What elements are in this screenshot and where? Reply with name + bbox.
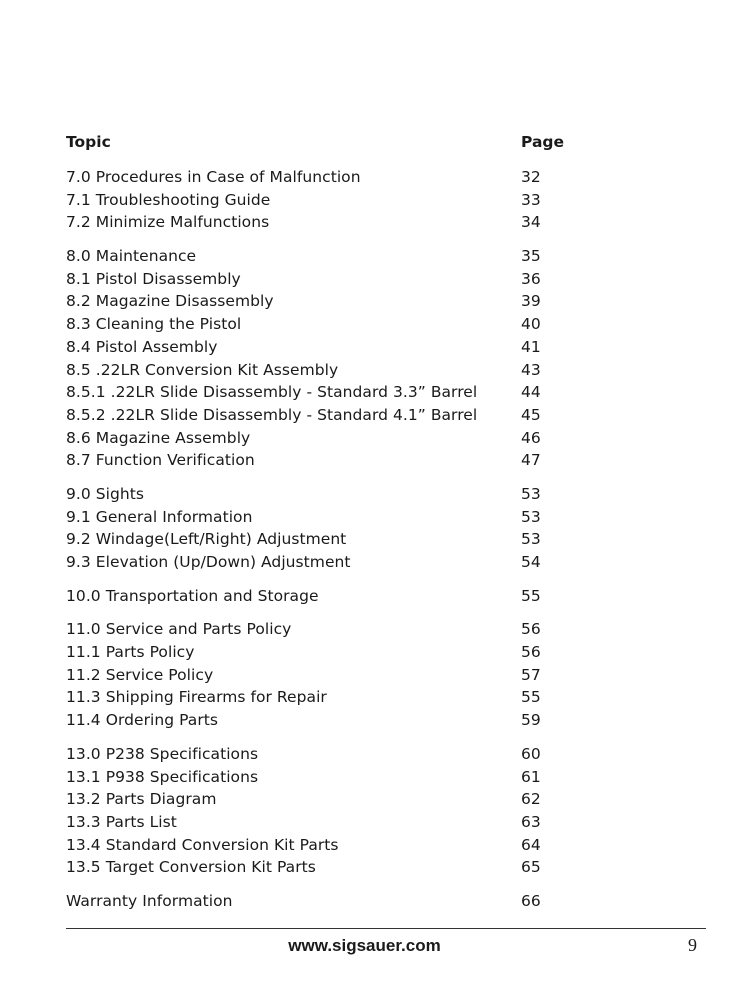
- toc-entry: [66, 449, 586, 472]
- toc-entry: [66, 166, 586, 189]
- toc-entry-title: 13.1 P938 Specifications: [66, 767, 259, 786]
- toc-entry-page: 54: [521, 553, 541, 571]
- toc-entry-title: 8.0 Maintenance: [66, 247, 197, 266]
- toc-section: [66, 483, 586, 574]
- toc-entry-page: 35: [521, 247, 541, 266]
- toc-entry: [66, 336, 586, 359]
- toc-entry-title: 13.5 Target Conversion Kit Parts: [66, 858, 316, 877]
- toc-entry: [66, 506, 586, 529]
- toc-entry-page: 62: [521, 790, 541, 809]
- toc-entry-page: 46: [521, 428, 541, 447]
- toc-section: [66, 585, 586, 608]
- toc-entry-page: 56: [521, 643, 541, 662]
- toc-entry: [66, 618, 586, 641]
- toc-entry-title: 11.0 Service and Parts Policy: [66, 620, 292, 639]
- toc-entry: [66, 313, 586, 336]
- toc-entry: [66, 664, 586, 687]
- toc-entry-title: 8.6 Magazine Assembly: [66, 428, 251, 447]
- toc-entry-page: 56: [521, 620, 541, 639]
- toc-entry-page: 65: [521, 858, 541, 877]
- toc-entry-title: 8.1 Pistol Disassembly: [66, 269, 241, 288]
- toc-entry-page: 59: [521, 711, 541, 730]
- toc-section: [66, 245, 586, 472]
- toc-entry: [66, 211, 586, 234]
- toc-entry-page: 43: [521, 360, 541, 379]
- footer-divider: [66, 928, 706, 929]
- toc-entry-title: 9.2 Windage(Left/Right) Adjustment: [66, 530, 347, 549]
- toc-entry-title: 8.5 .22LR Conversion Kit Assembly: [66, 360, 339, 379]
- toc-entry: [66, 404, 586, 427]
- toc-entry: [66, 641, 586, 664]
- toc-entry: [66, 290, 586, 313]
- toc-entry: [66, 427, 586, 450]
- toc-entry-title: 8.2 Magazine Disassembly: [66, 292, 274, 311]
- toc-entry: [66, 686, 586, 709]
- toc-section: [66, 743, 586, 879]
- toc-entry-page: 34: [521, 213, 541, 232]
- toc-entry-title: 10.0 Transportation and Storage: [66, 586, 319, 605]
- toc-entry: [66, 585, 586, 608]
- toc-entry-page: 33: [521, 190, 541, 209]
- toc-entry: [66, 811, 586, 834]
- toc-entry-title: 11.1 Parts Policy: [66, 643, 195, 662]
- toc-entry-title: 8.3 Cleaning the Pistol: [66, 315, 242, 334]
- toc-section: [66, 618, 586, 731]
- toc-entry: [66, 856, 586, 879]
- toc-entry-page: 55: [521, 688, 541, 707]
- toc-entry-title: Warranty Information: [66, 891, 233, 910]
- toc-entry: [66, 788, 586, 811]
- toc-entry: [66, 551, 586, 574]
- toc-entry-title: 13.0 P238 Specifications: [66, 744, 259, 763]
- page-column-header: Page: [521, 133, 565, 151]
- toc-entry-page: 64: [521, 835, 541, 854]
- toc-entry-title: 13.2 Parts Diagram: [66, 790, 217, 809]
- toc-entry-page: 53: [521, 507, 541, 526]
- toc-entry-title: 8.5.2 .22LR Slide Disassembly - Standard 4.1” Barrel: [66, 405, 478, 424]
- toc-section: [66, 166, 586, 234]
- toc-entry-title: 7.1 Troubleshooting Guide: [66, 190, 271, 209]
- toc-entry: [66, 245, 586, 268]
- footer-url: www.sigsauer.com: [288, 936, 441, 955]
- topic-column-header: Topic: [66, 133, 111, 151]
- toc-entry-page: 47: [521, 451, 541, 470]
- toc-entry-page: 53: [521, 484, 541, 503]
- toc-entry: [66, 268, 586, 291]
- toc-entry-title: 7.0 Procedures in Case of Malfunction: [66, 168, 361, 186]
- toc-header: [66, 133, 566, 155]
- toc-entry: [66, 743, 586, 766]
- toc-entry-title: 11.4 Ordering Parts: [66, 711, 219, 730]
- toc-entry-page: 32: [521, 168, 541, 186]
- toc-entry-page: 63: [521, 812, 541, 831]
- toc-entry-page: 36: [521, 269, 541, 288]
- toc-entry: [66, 189, 586, 212]
- toc-entry-page: 60: [521, 744, 541, 763]
- toc-entry-title: 13.3 Parts List: [66, 812, 177, 831]
- toc-entry-page: 44: [521, 383, 541, 402]
- toc-entry-page: 53: [521, 530, 541, 549]
- toc-entry-page: 41: [521, 337, 541, 356]
- toc-entry: [66, 709, 586, 732]
- toc-entry-page: 66: [521, 891, 541, 910]
- toc-entry: [66, 834, 586, 857]
- toc-entry: [66, 766, 586, 789]
- toc-entry-title: 9.1 General Information: [66, 507, 253, 526]
- toc-entry-page: 57: [521, 665, 541, 684]
- toc-entry-page: 40: [521, 315, 541, 334]
- toc-entry-page: 55: [521, 586, 541, 605]
- toc-entry-page: 39: [521, 292, 541, 311]
- toc-entry-title: 8.5.1 .22LR Slide Disassembly - Standard 3.3” Barrel: [66, 383, 478, 402]
- toc-entry: [66, 483, 586, 506]
- toc-entry: [66, 528, 586, 551]
- toc-entry-page: 61: [521, 767, 541, 786]
- toc-section: [66, 890, 586, 913]
- page-number: 9: [688, 935, 697, 955]
- toc-entry: [66, 359, 586, 382]
- toc-entry-title: 11.2 Service Policy: [66, 665, 214, 684]
- toc-entry-title: 9.3 Elevation (Up/Down) Adjustment: [66, 553, 351, 571]
- toc-entry-title: 13.4 Standard Conversion Kit Parts: [66, 835, 339, 854]
- toc-entry-title: 8.7 Function Verification: [66, 451, 255, 470]
- toc-entry: [66, 381, 586, 404]
- toc-entry-title: 8.4 Pistol Assembly: [66, 337, 218, 356]
- toc-entry-page: 45: [521, 405, 541, 424]
- table-of-contents: [66, 166, 586, 924]
- toc-entry: [66, 890, 586, 913]
- toc-entry-title: 9.0 Sights: [66, 484, 145, 503]
- toc-entry-title: 7.2 Minimize Malfunctions: [66, 213, 270, 232]
- toc-entry-title: 11.3 Shipping Firearms for Repair: [66, 688, 327, 707]
